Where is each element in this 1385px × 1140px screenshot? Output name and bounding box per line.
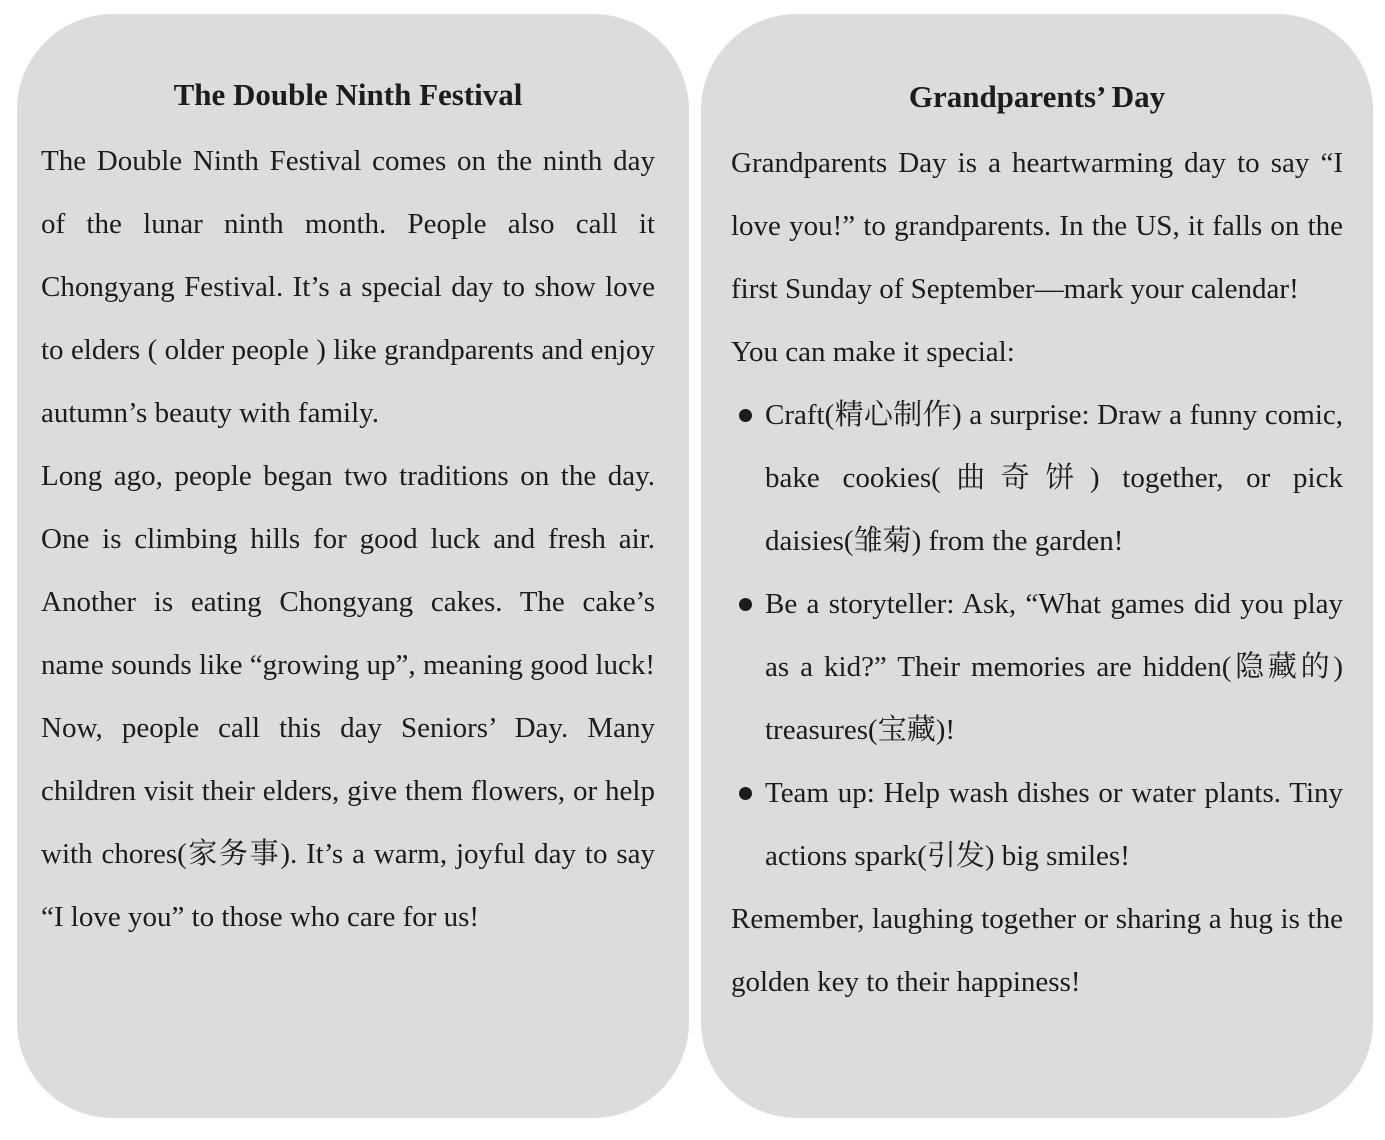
double-ninth-title: The Double Ninth Festival [173, 77, 523, 112]
suggestion-text: Craft(精心制作) a surprise: Draw a funny comic, bake cookies(曲奇饼) together, or pick daisies(雏菊) from the garden! [765, 399, 1343, 557]
double-ninth-paragraph-2: Long ago, people began two traditions on the day. One is climbing hills for good luck and fresh air. Another is eating Chongyang cakes. The cake’s name sounds like “growing up”, meaning good luck! Now, people call this day Seniors’ Day. Many children visit their elders, give them flowers, or help with chores(家务事). It’s a warm, joyful day to say “I love you” to those who care for us! [41, 460, 655, 933]
grandparents-day-closing: Remember, laughing together or sharing a hug is the golden key to their happiness! [731, 903, 1343, 998]
bullet-dot-icon [739, 409, 752, 422]
bullet-dot-icon [739, 787, 752, 800]
double-ninth-card [17, 14, 689, 1118]
suggestion-item [731, 762, 1343, 888]
bullet-dot-icon [739, 598, 752, 611]
suggestion-text: Be a storyteller: Ask, “What games did you play as a kid?” Their memories are hidden(隐藏的) treasures(宝藏)! [765, 588, 1343, 746]
double-ninth-paragraph-1: The Double Ninth Festival comes on the ninth day of the lunar ninth month. People also call it Chongyang Festival. It’s a special day to show love to elders ( older people ) like grandparents and enjoy autumn’s beauty with family. [41, 145, 655, 429]
grandparents-day-intro: Grandparents Day is a heartwarming day to say “I love you!” to grandparents. In the US, it falls on the first Sunday of September—mark your calendar! [731, 147, 1343, 305]
grandparents-day-card [701, 14, 1373, 1118]
grandparents-day-lead: You can make it special: [731, 336, 1015, 368]
suggestion-text: Team up: Help wash dishes or water plants. Tiny actions spark(引发) big smiles! [765, 777, 1343, 872]
suggestion-list [731, 384, 1343, 888]
suggestion-item [731, 384, 1343, 573]
grandparents-day-title: Grandparents’ Day [908, 79, 1166, 114]
suggestion-item [731, 573, 1343, 762]
